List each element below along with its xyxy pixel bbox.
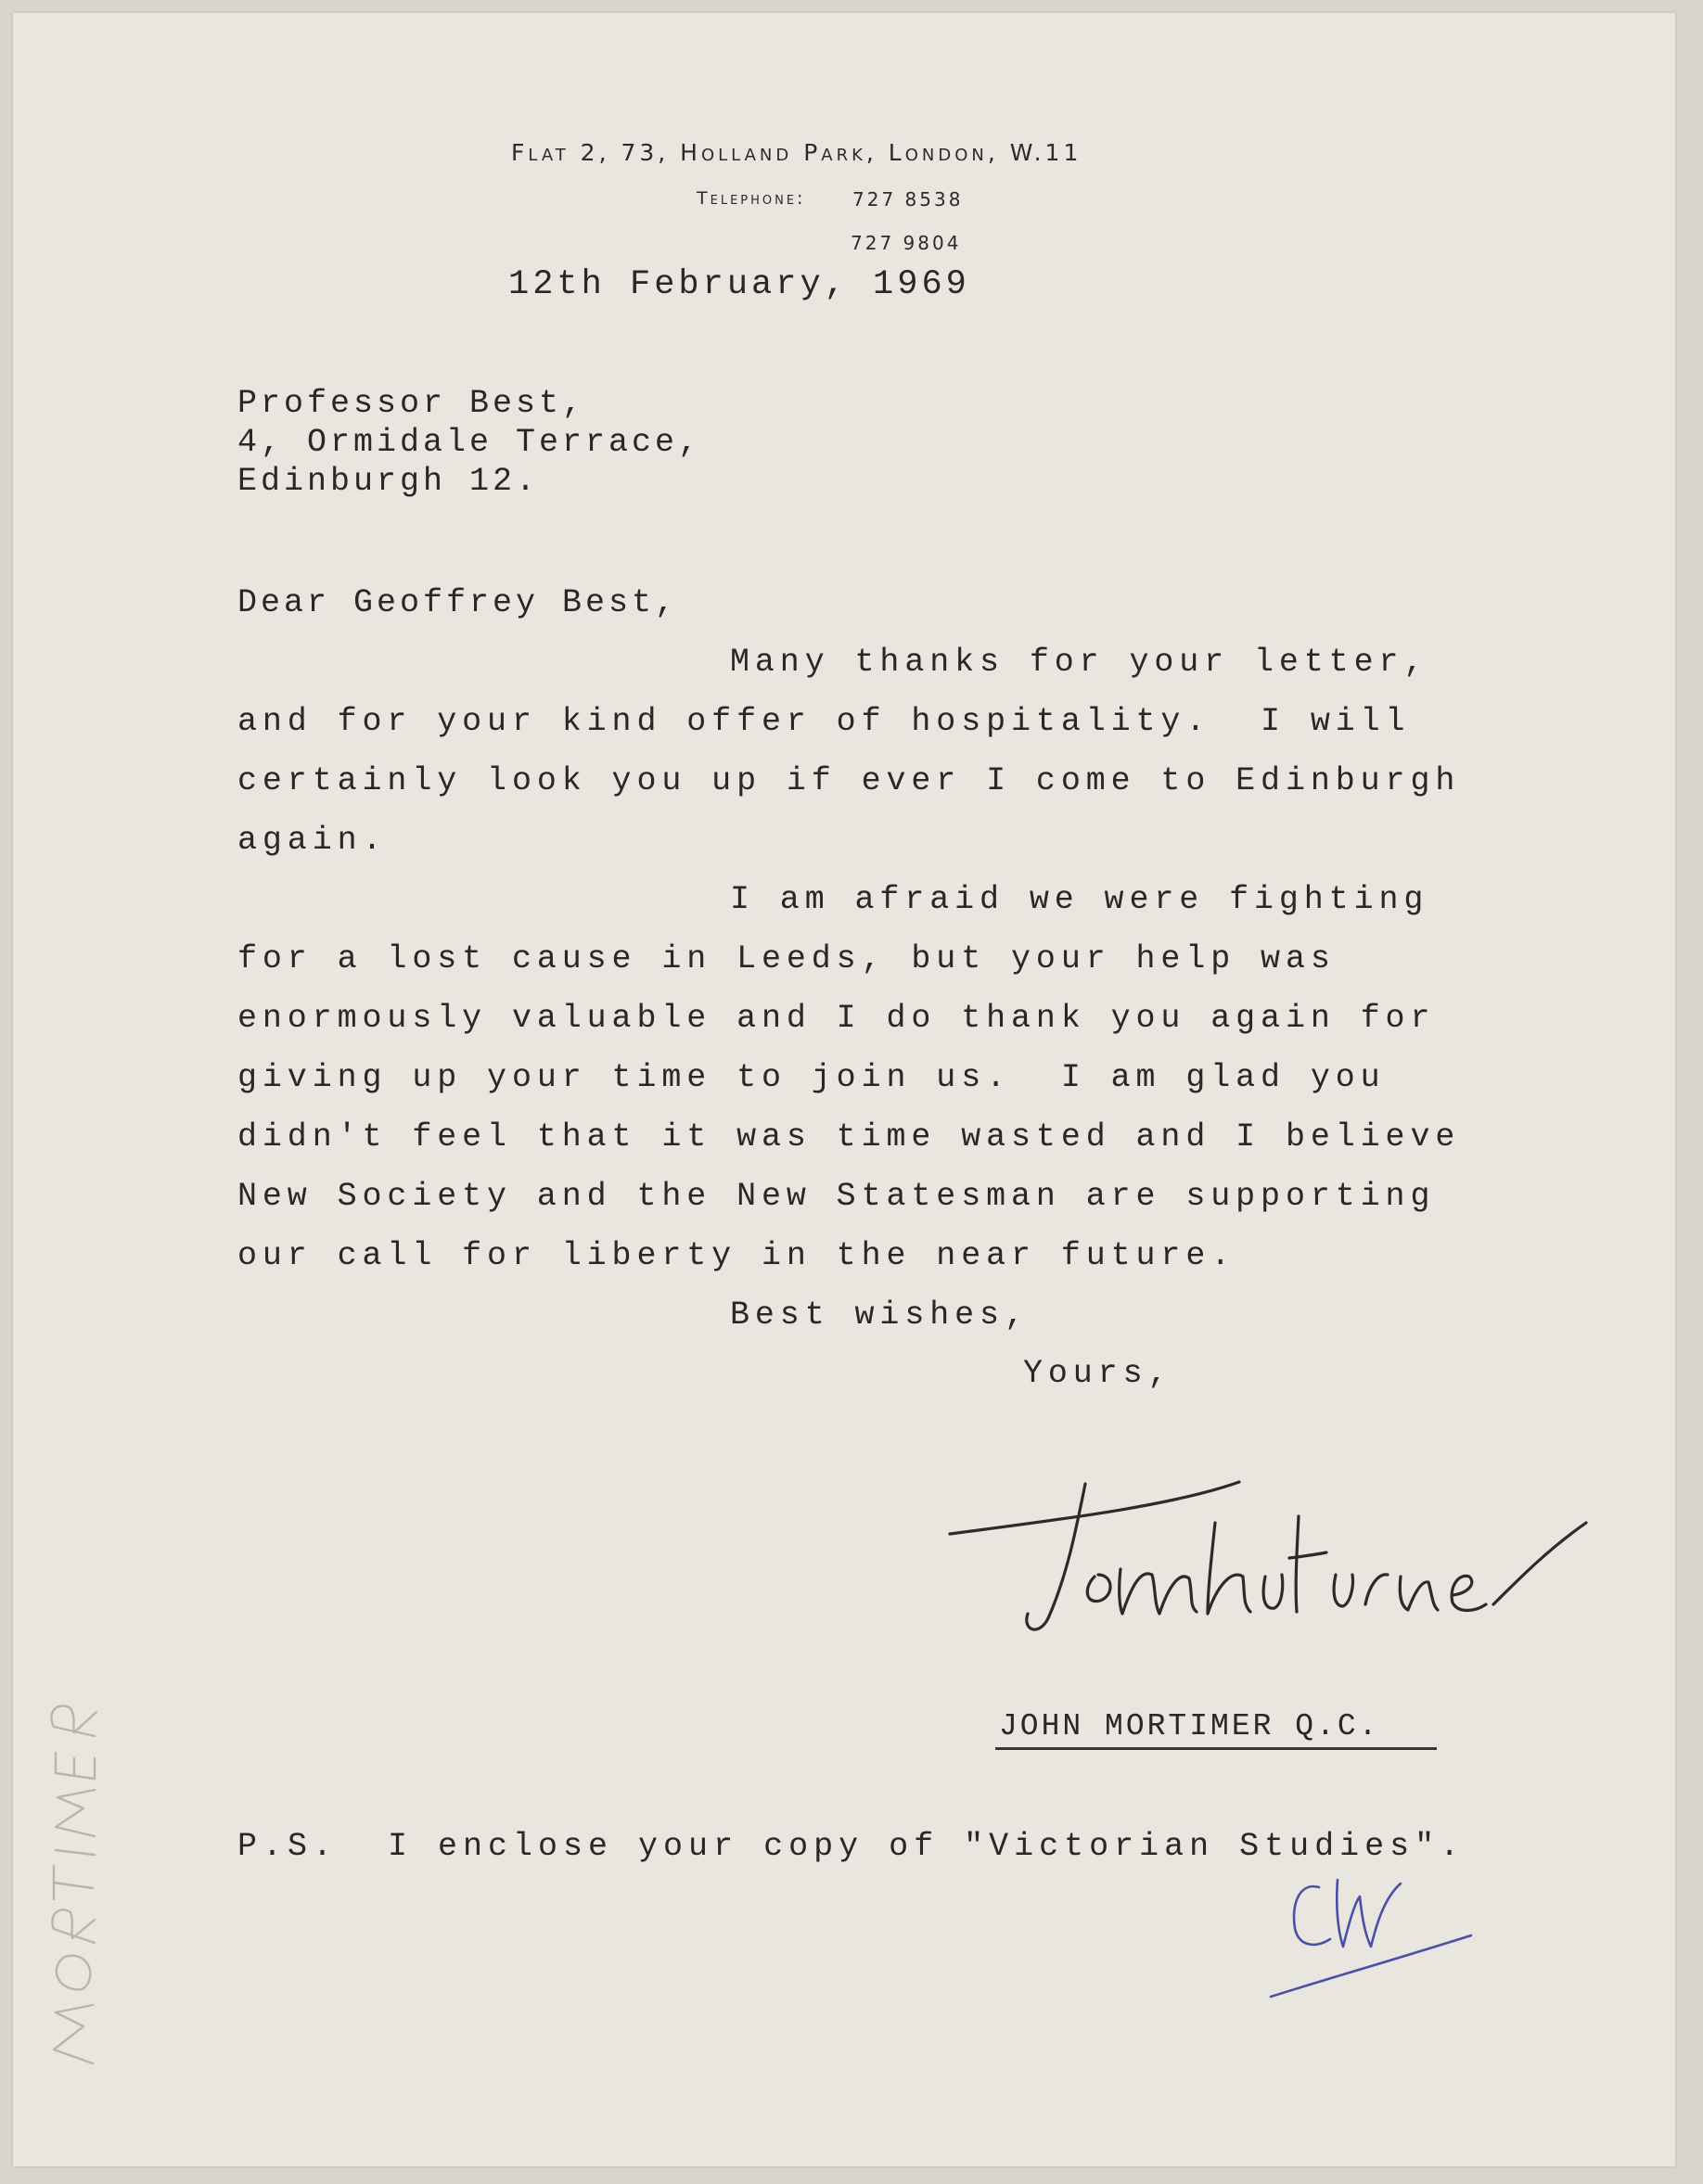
paragraph-2-line-3: enormously valuable and I do thank you again for xyxy=(237,1000,1436,1037)
closing-best-wishes: Best wishes, xyxy=(730,1296,1030,1334)
paragraph-2-line-6: New Society and the New Statesman are supporting xyxy=(237,1178,1436,1215)
salutation: Dear Geoffrey Best, xyxy=(237,584,679,621)
paragraph-2-line-4: giving up your time to join us. I am glad you xyxy=(237,1059,1386,1096)
blue-ink-initials xyxy=(1261,1869,1484,2008)
recipient-line-2: 4, Ormidale Terrace, xyxy=(237,424,702,461)
signatory-name-underline xyxy=(995,1747,1437,1750)
paragraph-2-line-7: our call for liberty in the near future. xyxy=(237,1237,1236,1274)
closing-yours: Yours, xyxy=(1023,1355,1173,1392)
paragraph-2-line-5: didn't feel that it was time wasted and I believe xyxy=(237,1118,1461,1156)
recipient-line-3: Edinburgh 12. xyxy=(237,463,540,500)
paragraph-2-line-2: for a lost cause in Leeds, but your help was xyxy=(237,940,1336,977)
paragraph-1-line-2: and for your kind offer of hospitality. I will xyxy=(237,703,1411,740)
handwritten-signature xyxy=(937,1465,1605,1651)
letterhead-telephone-label: Telephone: xyxy=(697,188,806,209)
paragraph-1-line-1: Many thanks for your letter, xyxy=(730,644,1429,681)
letter-date: 12th February, 1969 xyxy=(508,265,970,304)
paragraph-2-line-1: I am afraid we were fighting xyxy=(730,881,1429,918)
letterhead-address: Flat 2, 73, Holland Park, London, W.11 xyxy=(511,139,1082,166)
paragraph-1-line-4: again. xyxy=(237,822,388,859)
pencil-margin-annotation xyxy=(28,1660,111,2068)
signatory-name: JOHN MORTIMER Q.C. xyxy=(999,1709,1380,1743)
letterhead-telephone-2: 727 9804 xyxy=(851,232,962,254)
letterhead-telephone-1: 727 8538 xyxy=(852,188,964,211)
paragraph-1-line-3: certainly look you up if ever I come to Edinburgh xyxy=(237,762,1461,799)
recipient-line-1: Professor Best, xyxy=(237,385,586,422)
postscript: P.S. I enclose your copy of "Victorian Studies". xyxy=(237,1828,1466,1865)
